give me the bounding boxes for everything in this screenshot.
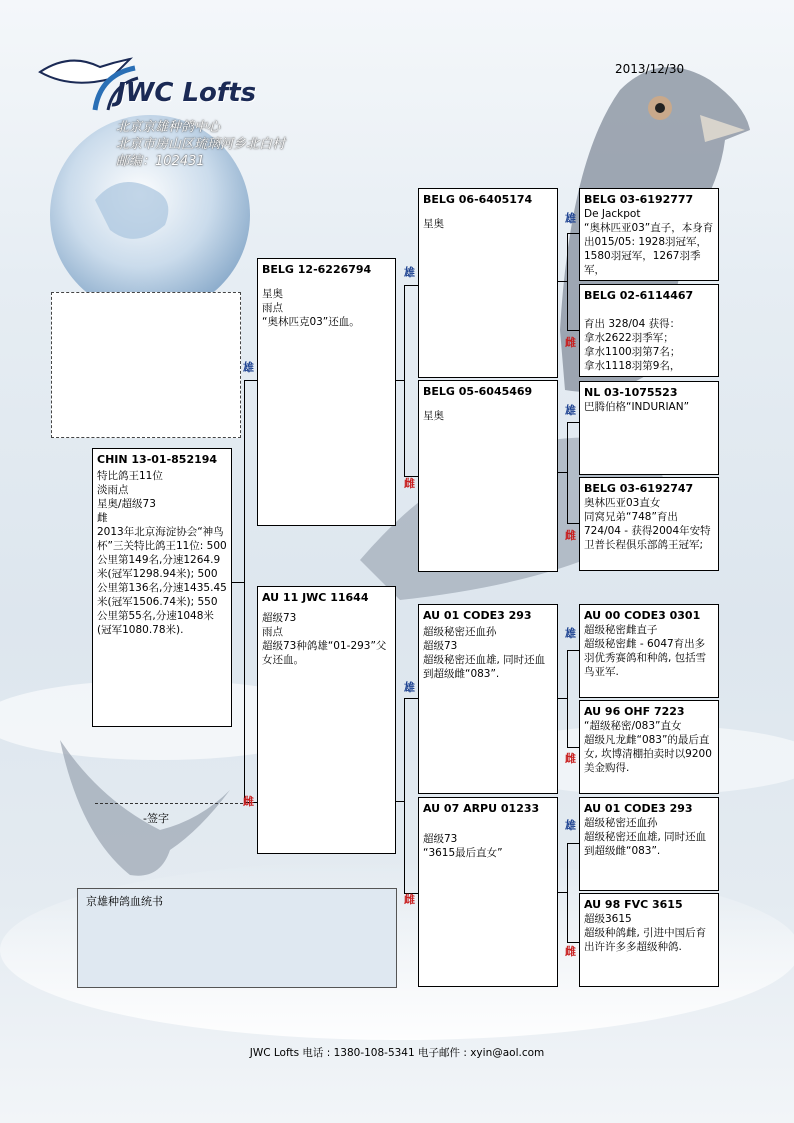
connector (404, 285, 418, 477)
ring-number: CHIN 13-01-852194 (97, 453, 218, 466)
dam-dam-box[interactable] (418, 797, 558, 987)
dds-box[interactable] (579, 797, 719, 891)
dam-sire-box[interactable] (418, 604, 558, 794)
ring-number: AU 01 CODE3 293 (423, 609, 532, 622)
pedigree-notes: 超级3615 超级种鸽雌, 引进中国后育出许许多多超级种鸽. (584, 913, 707, 953)
sex-marker-cock: 雄 (404, 266, 415, 279)
connector (557, 698, 567, 699)
dss-box[interactable] (579, 604, 719, 698)
sex-marker-hen: 雌 (565, 752, 576, 765)
date: 2013/12/30 (615, 62, 685, 76)
subject-box[interactable] (92, 448, 232, 727)
dsd-box[interactable] (579, 700, 719, 794)
sire-sire-box[interactable] (418, 188, 558, 378)
connector (395, 380, 404, 381)
ring-number: NL 03-1075523 (584, 386, 678, 399)
pedigree-notes: 育出 328/04 获得： 拿水2622羽季军； 拿水1100羽第7名； 拿水1118羽第9名， (584, 318, 681, 372)
connector (557, 472, 567, 473)
sex-marker-cock: 雄 (565, 212, 576, 225)
sds-box[interactable] (579, 381, 719, 475)
brand-line-3: 邮编：102431 (116, 154, 205, 169)
sex-marker-hen: 雌 (565, 529, 576, 542)
ring-number: BELG 06-6405174 (423, 193, 533, 206)
ring-number: AU 07 ARPU 01233 (423, 802, 540, 815)
pedigree-notes: 超级73 “3615最后直女” (423, 833, 503, 859)
ring-number: AU 98 FVC 3615 (584, 898, 683, 911)
certificate-box[interactable] (77, 888, 397, 988)
connector (557, 892, 567, 893)
pedigree-notes: 超级秘密还血孙 超级秘密还血雄, 同时还血到超级雌“083”. (584, 817, 707, 857)
brand-line-1: 北京京雄种鸽中心 (116, 120, 221, 135)
connector (231, 582, 244, 583)
photo-placeholder[interactable] (51, 292, 241, 438)
footer-contact: JWC Lofts 电话 : 1380-108-5341 电子邮件 : xyin@aol.com (249, 1047, 545, 1059)
ring-number: AU 11 JWC 11644 (262, 591, 369, 604)
ring-number: BELG 03-6192777 (584, 193, 694, 206)
sire-box[interactable] (257, 258, 396, 526)
pedigree-notes: 超级秘密还血孙 超级73 超级秘密还血雄, 同时还血到超级雌“083”. (423, 626, 546, 680)
ring-number: BELG 03-6192747 (584, 482, 694, 495)
ring-number: AU 96 OHF 7223 (584, 705, 685, 718)
signature-line (95, 803, 243, 804)
sire-dam-box[interactable] (418, 380, 558, 572)
pedigree-notes: De Jackpot “奥林匹亚03”直子，本身育出015/05: 1928羽冠军，1580羽冠军，1267羽季军， (584, 208, 714, 276)
sex-marker-hen: 雌 (404, 477, 415, 490)
sex-marker-cock: 雄 (565, 819, 576, 832)
certificate-label: 京雄种鸽血统书 (86, 895, 163, 908)
sex-marker-cock: 雄 (565, 404, 576, 417)
signature-label: -签字 (143, 812, 169, 825)
pedigree-notes: “超级秘密/083”直女 超级凡龙雌“083”的最后直女, 坎博清棚拍卖时以9200美金购得. (584, 720, 712, 774)
pedigree-notes: 超级73 雨点 超级73种鸽雄“01-293”父女还血。 (262, 612, 387, 666)
sex-marker-hen: 雌 (404, 893, 415, 906)
dam-box[interactable] (257, 586, 396, 854)
ssd-box[interactable] (579, 284, 719, 377)
connector (557, 281, 567, 282)
connector (404, 698, 418, 894)
ring-number: AU 01 CODE3 293 (584, 802, 693, 815)
ring-number: BELG 05-6045469 (423, 385, 533, 398)
sex-marker-cock: 雄 (243, 361, 254, 374)
sex-marker-hen: 雌 (565, 336, 576, 349)
brand-line-2: 北京市房山区琉璃河乡北白村 (116, 137, 286, 152)
ring-number: BELG 12-6226794 (262, 263, 372, 276)
brand-name: JWC Lofts (116, 78, 257, 108)
sex-marker-hen: 雌 (243, 795, 254, 808)
pedigree-notes: 星奥 (423, 410, 444, 422)
sss-box[interactable] (579, 188, 719, 281)
pedigree-notes: 特比鸽王11位 淡雨点 星奥/超级73 雌 2013年北京海淀协会“神鸟杯”三关特比鸽王11位: 500公里第149名,分速1264.9米(冠军1298.94米); 500公里第136名,分速1435.45米(冠军1506.74米); 550公里第55名,分速1048米(冠军1080.78米). (97, 470, 227, 636)
ddd-box[interactable] (579, 893, 719, 987)
connector (395, 801, 404, 802)
pedigree-notes: 奥林匹亚03直女 同窝兄弟“748”育出724/04 - 获得2004年安特卫普长程俱乐部鸽王冠军; (584, 497, 711, 551)
pedigree-notes: 超级秘密雌直子 超级秘密雌 - 6047育出多羽优秀赛鸽和种鸽, 包括雪鸟亚军. (584, 624, 707, 678)
sex-marker-hen: 雌 (565, 945, 576, 958)
pedigree-notes: 星奥 (423, 218, 444, 230)
sex-marker-cock: 雄 (565, 627, 576, 640)
sex-marker-cock: 雄 (404, 681, 415, 694)
pedigree-notes: 星奥 雨点 “奥林匹克03”还血。 (262, 288, 360, 328)
ring-number: BELG 02-6114467 (584, 289, 694, 302)
connector (244, 380, 258, 803)
ring-number: AU 00 CODE3 0301 (584, 609, 701, 622)
pedigree-notes: 巴腾伯格“INDURIAN” (584, 401, 690, 413)
sdd-box[interactable] (579, 477, 719, 571)
